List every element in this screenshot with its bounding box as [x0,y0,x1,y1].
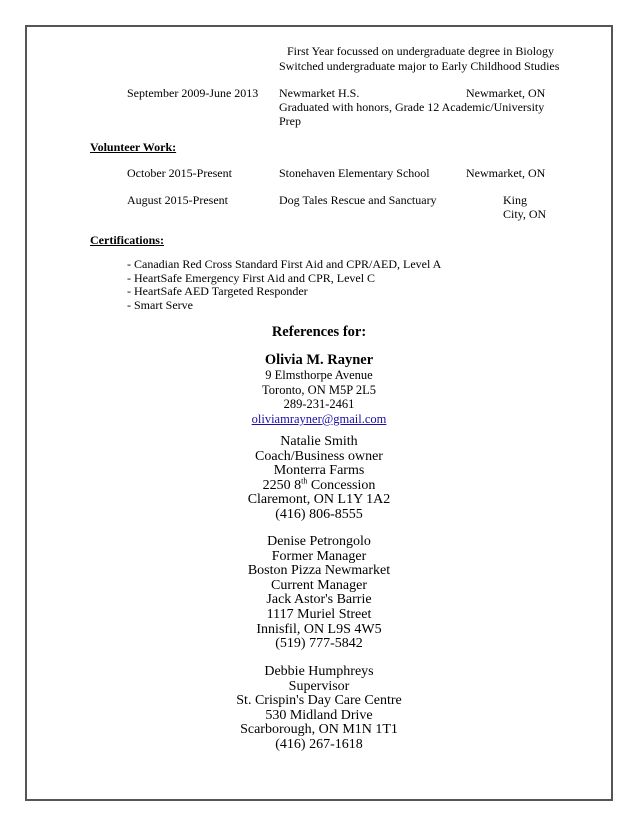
education-line-2: Switched undergraduate major to Early Childhood Studies [279,59,560,73]
street-name: Concession [307,477,376,493]
volunteer-2-location-line-1: King [503,193,527,207]
reference-name: Natalie Smith [280,434,358,449]
person-city: Toronto, ON M5P 2L5 [262,382,376,397]
reference-street: 530 Midland Drive [265,707,373,723]
reference-phone: (416) 806-8555 [275,506,363,522]
reference-name: Debbie Humphreys [264,664,374,679]
person-contact [0,368,638,426]
reference-title: Supervisor [288,678,350,694]
reference-denise [0,535,638,652]
person-phone: 289-231-2461 [283,397,355,412]
reference-debbie [0,665,638,753]
highschool-detail-2: Prep [279,114,301,128]
reference-city: Scarborough, ON M1N 1T1 [240,722,398,738]
person-name: Olivia M. Rayner [264,352,374,368]
reference-phone: (416) 267-1618 [275,736,363,752]
person-email-link[interactable]: oliviamrayner@gmail.com [251,411,387,426]
certifications-heading: Certifications: [90,233,164,247]
street-suffix: th [301,476,308,486]
education-line-1: First Year focussed on undergraduate degree in Biology [287,44,555,58]
volunteer-1-org: Stonehaven Elementary School [279,166,430,180]
certifications-list [127,258,441,312]
volunteer-2-location-line-2: City, ON [503,207,547,221]
highschool-name: Newmarket H.S. [279,86,360,100]
reference-company: St. Crispin's Day Care Centre [236,693,402,709]
highschool-location: Newmarket, ON [466,86,546,100]
reference-name: Denise Petrongolo [267,534,371,549]
volunteer-2-dates: August 2015-Present [127,193,228,207]
volunteer-1-location: Newmarket, ON [466,166,546,180]
certification-item: - HeartSafe Emergency First Aid and CPR, Level C [127,270,376,285]
reference-company: Monterra Farms [273,463,365,479]
certification-item: - HeartSafe AED Targeted Responder [127,284,308,298]
certification-item: - Canadian Red Cross Standard First Aid and CPR/AED, Level A [127,257,442,271]
reference-city: Innisfil, ON L9S 4W5 [256,621,382,637]
reference-title: Coach/Business owner [255,448,383,464]
reference-title: Current Manager [270,577,368,593]
certification-item: - Smart Serve [127,297,193,312]
reference-street [0,476,638,494]
references-heading: References for: [271,324,367,340]
reference-company: Boston Pizza Newmarket [247,563,391,579]
highschool-dates: September 2009-June 2013 [127,86,259,100]
reference-company: Jack Astor's Barrie [266,592,372,608]
volunteer-2-org: Dog Tales Rescue and Sanctuary [279,193,437,207]
reference-city: Claremont, ON L1Y 1A2 [247,492,391,508]
reference-title: Former Manager [271,548,367,564]
volunteer-heading: Volunteer Work: [90,140,177,154]
volunteer-1-dates: October 2015-Present [127,166,232,180]
reference-phone: (519) 777-5842 [275,636,363,652]
highschool-detail-1: Graduated with honors, Grade 12 Academic/University [279,100,545,114]
reference-natalie [0,435,638,523]
person-street: 9 Elmsthorpe Avenue [265,368,373,382]
street-number: 2250 8 [262,477,302,493]
reference-street: 1117 Muriel Street [266,606,372,622]
